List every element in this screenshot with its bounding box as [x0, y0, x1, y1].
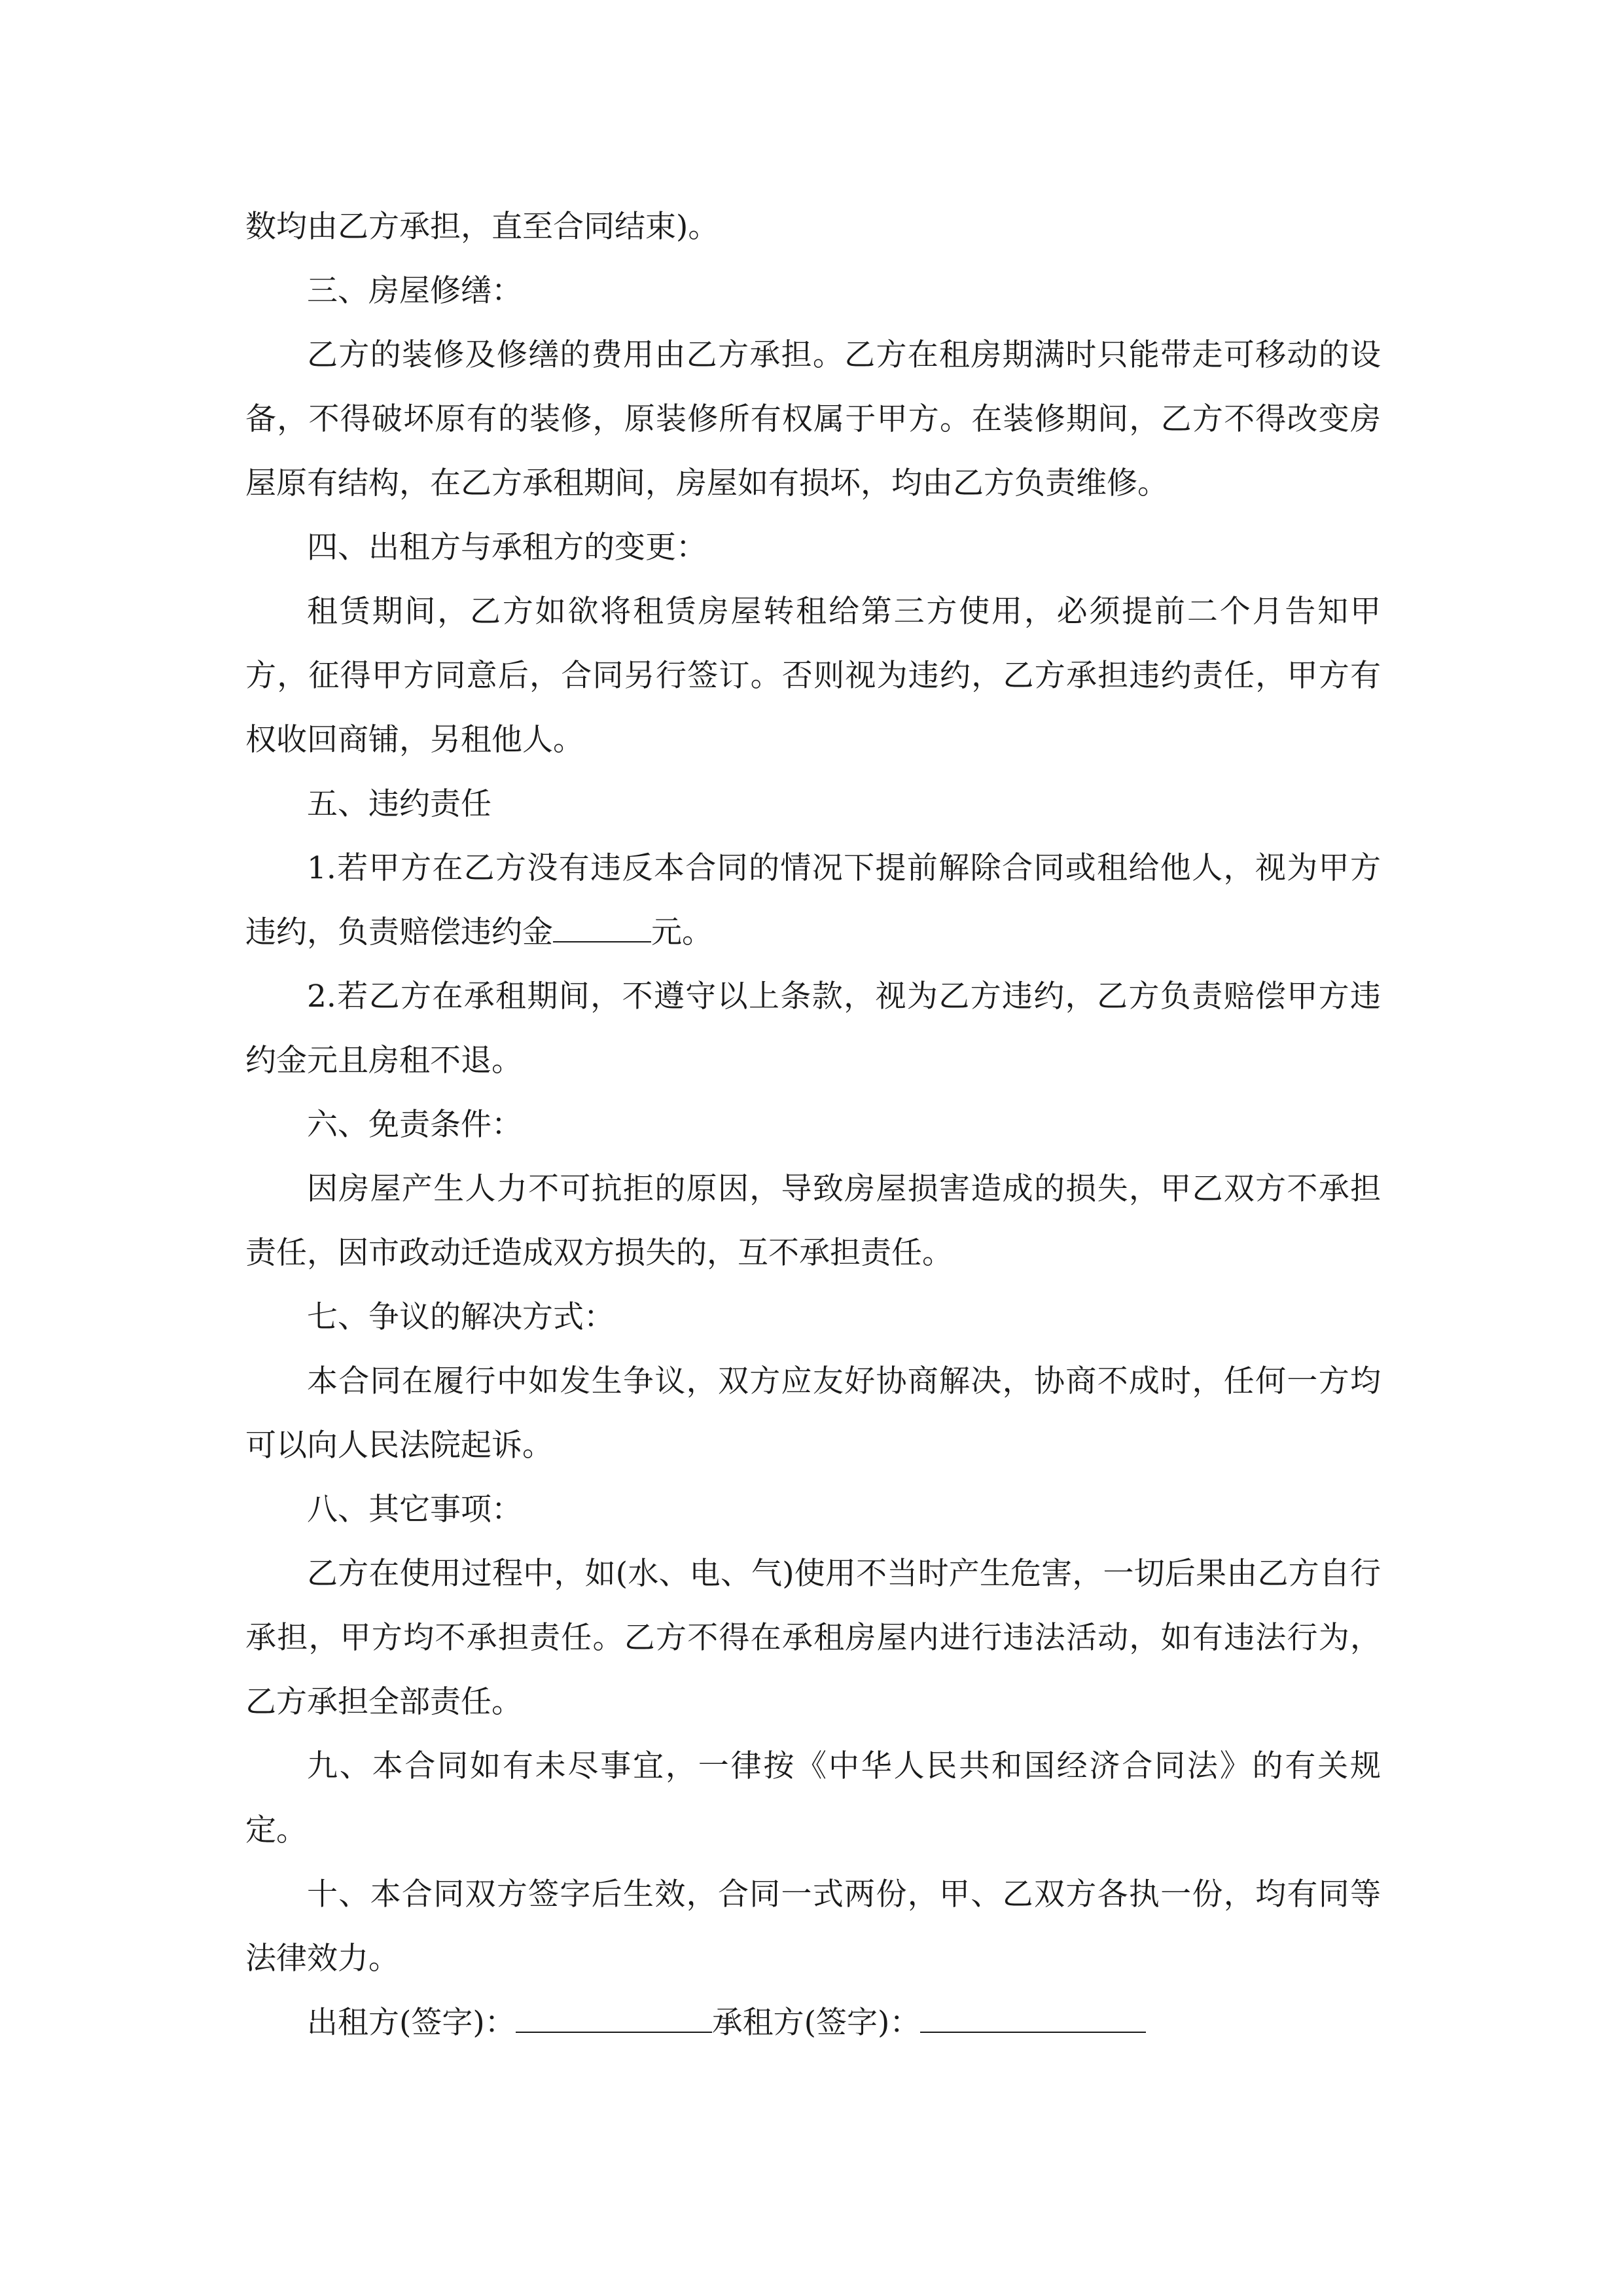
lessee-signature-blank[interactable] [920, 2000, 1146, 2033]
breach-item-1-text: 1.若甲方在乙方没有违反本合同的情况下提前解除合同或租给他人，视为甲方违约，负责赔偿违约金 [245, 850, 1381, 950]
section-body-dispute: 本合同在履行中如发生争议，双方应友好协商解决，协商不成时，任何一方均可以向人民法院起诉。 [245, 1363, 1381, 1463]
section-heading-repairs: 三、房屋修缮： [307, 273, 522, 309]
section-heading-party-change: 四、出租方与承租方的变更： [307, 529, 707, 565]
section-body-repairs: 乙方的装修及修缮的费用由乙方承担。乙方在租房期满时只能带走可移动的设备，不得破坏原有的装修，原装修所有权属于甲方。在装修期间，乙方不得改变房屋原有结构，在乙方承租期间，房屋如有损坏，均由乙方负责维修。 [245, 337, 1381, 501]
clause-ten: 十、本合同双方签字后生效，合同一式两份，甲、乙双方各执一份，均有同等法律效力。 [245, 1876, 1381, 1977]
penalty-amount-blank[interactable] [553, 909, 651, 942]
section-heading-exemption: 六、免责条件： [307, 1107, 522, 1143]
signature-line [245, 1991, 1381, 2055]
lessor-signature-label: 出租方(签字)： [307, 2005, 516, 2041]
breach-item-2: 2.若乙方在承租期间，不遵守以上条款，视为乙方违约，乙方负责赔偿甲方违约金元且房租不退。 [245, 978, 1381, 1079]
section-heading-dispute: 七、争议的解决方式： [307, 1299, 615, 1335]
continuation-text: 数均由乙方承担，直至合同结束)。 [245, 209, 719, 245]
breach-item-1-unit: 元。 [651, 914, 713, 950]
section-heading-breach: 五、违约责任 [307, 786, 491, 822]
clause-nine: 九、本合同如有未尽事宜，一律按《中华人民共和国经济合同法》的有关规定。 [245, 1748, 1381, 1848]
lessor-signature-blank[interactable] [516, 2000, 712, 2033]
section-heading-other: 八、其它事项： [307, 1492, 522, 1528]
lessee-signature-label: 承租方(签字)： [711, 2005, 921, 2041]
breach-item-1 [245, 836, 1381, 965]
section-body-party-change: 租赁期间，乙方如欲将租赁房屋转租给第三方使用，必须提前二个月告知甲方，征得甲方同意后，合同另行签订。否则视为违约，乙方承担违约责任，甲方有权收回商铺，另租他人。 [245, 594, 1381, 758]
section-body-other: 乙方在使用过程中，如(水、电、气)使用不当时产生危害，一切后果由乙方自行承担，甲方均不承担责任。乙方不得在承租房屋内进行违法活动，如有违法行为，乙方承担全部责任。 [245, 1556, 1381, 1720]
section-body-exemption: 因房屋产生人力不可抗拒的原因，导致房屋损害造成的损失，甲乙双方不承担责任，因市政动迁造成双方损失的，互不承担责任。 [245, 1171, 1381, 1271]
contract-body [245, 195, 1381, 2055]
